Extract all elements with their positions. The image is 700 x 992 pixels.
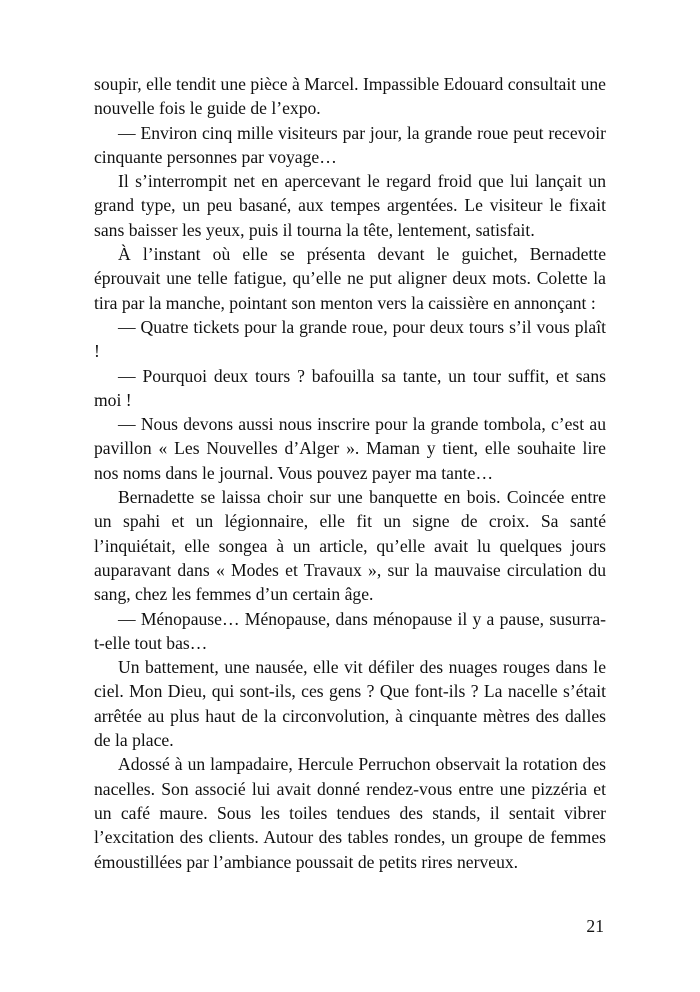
paragraph: Bernadette se laissa choir sur une banquette en bois. Coincée entre un spahi et un légionnaire, elle fit un signe de croix. Sa santé l’inquiétait, elle songea à un article, qu’elle avait lu quelques jours auparavant dans « Modes et Travaux », sur la mauvaise circulation du sang, chez les femmes d’un certain âge.: [94, 487, 606, 605]
paragraph-dialogue: — Ménopause… Ménopause, dans ménopause il y a pause, susurra-t-elle tout bas…: [94, 608, 606, 653]
paragraph: Il s’interrompit net en apercevant le regard froid que lui lançait un grand type, un peu basané, aux tempes argentées. Le visiteur le fixait sans baisser les yeux, puis il tourna la tête, lentement, satisfait.: [94, 171, 606, 240]
paragraph-dialogue: — Nous devons aussi nous inscrire pour la grande tombola, c’est au pavillon « Les Nouvelles d’Alger ». Maman y tient, elle souhaite lire nos noms dans le journal. Vous pouvez payer ma tante…: [94, 414, 606, 483]
page-number: 21: [586, 916, 604, 936]
paragraph-dialogue: — Environ cinq mille visiteurs par jour, la grande roue peut recevoir cinquante personnes par voyage…: [94, 122, 606, 167]
paragraph: Adossé à un lampadaire, Hercule Perruchon observait la rotation des nacelles. Son associé lui avait donné rendez-vous entre une pizzéria et un café maure. Sous les toiles tendues des stands, il sentait vibrer l’excitation des clients. Autour des tables rondes, un groupe de femmes émoustillées par l’ambiance poussait de petits rires nerveux.: [94, 754, 606, 872]
paragraph: À l’instant où elle se présenta devant le guichet, Bernadette éprouvait une telle fatigue, qu’elle ne put aligner deux mots. Colette la tira par la manche, pointant son menton vers la caissière en annonçant :: [94, 244, 606, 313]
page-body: [94, 72, 606, 874]
paragraph-dialogue: — Quatre tickets pour la grande roue, pour deux tours s’il vous plaît !: [94, 316, 606, 362]
paragraph-dialogue: — Pourquoi deux tours ? bafouilla sa tante, un tour suffit, et sans moi !: [94, 365, 606, 410]
paragraph: Un battement, une nausée, elle vit défiler des nuages rouges dans le ciel. Mon Dieu, qui sont-ils, ces gens ? Que font-ils ? La nacelle s’était arrêtée au plus haut de la circonvolution, à cinquante mètres des dalles de la place.: [94, 657, 606, 751]
paragraph-continued: soupir, elle tendit une pièce à Marcel. Impassible Edouard consultait une nouvelle fois le guide de l’expo.: [94, 74, 606, 119]
